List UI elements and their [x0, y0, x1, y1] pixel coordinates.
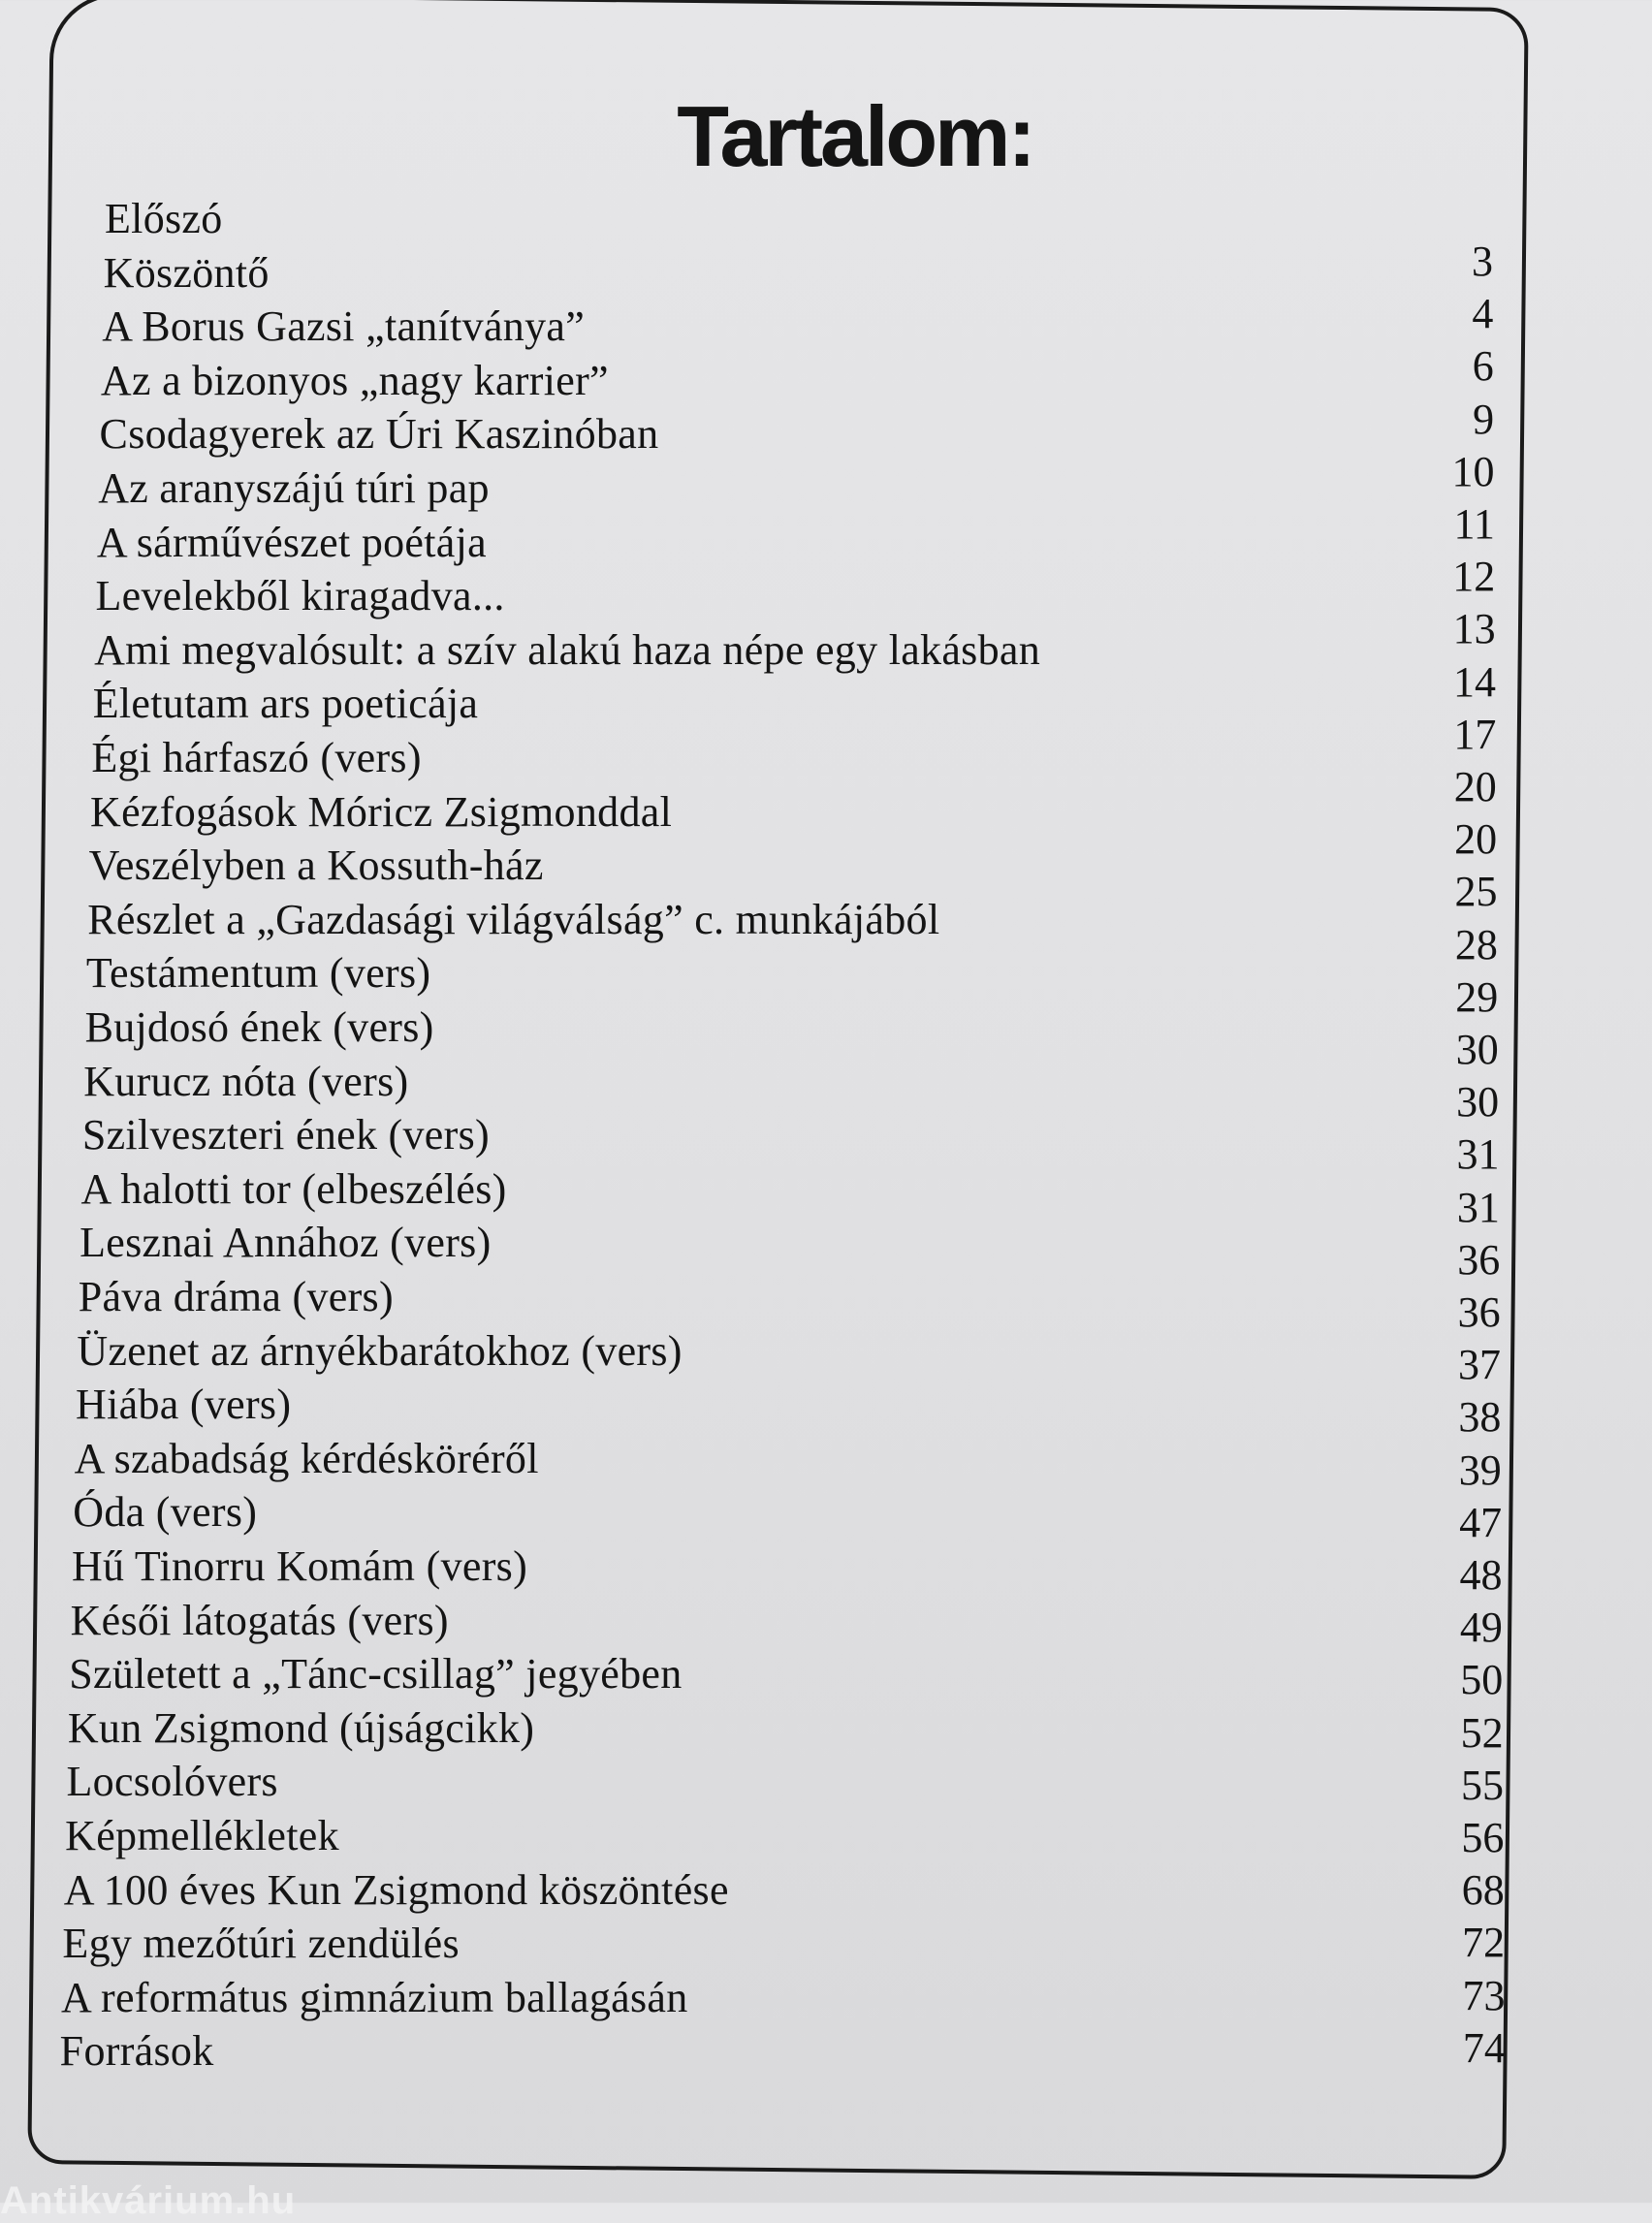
toc-entry-title: A halotti tor (elbeszélés) — [80, 1164, 507, 1213]
toc-page-number: 31 — [1456, 1183, 1500, 1231]
toc-entry-title: Veszélyben a Kossuth-ház — [88, 842, 544, 890]
toc-page-number: 50 — [1460, 1656, 1504, 1704]
toc-entry-title: A szabadság kérdésköréről — [74, 1434, 539, 1482]
toc-entry-title: Az aranyszájú túri pap — [98, 464, 490, 512]
toc-entry-title: Életutam ars poeticája — [92, 680, 479, 728]
toc-entry-title: Égi hárfaszó (vers) — [91, 734, 422, 781]
toc-entry-title: Előszó — [105, 195, 223, 242]
toc-page-number: 74 — [1462, 2023, 1506, 2072]
toc-page-number: 39 — [1458, 1445, 1502, 1494]
toc-page-number: 12 — [1452, 553, 1496, 601]
toc-page-number: 6 — [1472, 342, 1494, 391]
toc-page-number: 9 — [1473, 395, 1495, 443]
toc-entry-title: A 100 éves Kun Zsigmond köszöntése — [63, 1865, 729, 1914]
toc-entry-title: Képmellékletek — [65, 1812, 339, 1859]
toc-page-number: 37 — [1457, 1341, 1501, 1389]
toc-page-number: 30 — [1455, 1026, 1499, 1073]
toc-page-number: 29 — [1455, 972, 1499, 1021]
toc-entry-title: Levelekből kiragadva... — [95, 572, 505, 620]
page-title: Tartalom: — [677, 88, 1033, 184]
toc-entry-title: Testámentum (vers) — [85, 949, 431, 998]
toc-page-number: 28 — [1454, 920, 1498, 969]
toc-page-number: 55 — [1461, 1761, 1504, 1809]
toc-entry-title: Hű Tinorru Komám (vers) — [71, 1542, 528, 1590]
toc-page-number: 13 — [1452, 605, 1496, 653]
toc-page-number: 31 — [1456, 1130, 1500, 1179]
toc-page-number: 47 — [1459, 1498, 1503, 1546]
toc-entry-title: Kurucz nóta (vers) — [83, 1057, 409, 1105]
toc-entry-title: Kun Zsigmond (újságcikk) — [67, 1703, 535, 1752]
toc-page-number: 72 — [1462, 1919, 1506, 1967]
toc-page-number: 4 — [1472, 290, 1494, 338]
toc-entry-title: Késői látogatás (vers) — [70, 1596, 449, 1644]
toc-entry-title: Források — [59, 2027, 214, 2076]
toc-page-number: 14 — [1453, 657, 1497, 706]
toc-page-number: 3 — [1472, 238, 1493, 285]
toc-entry-title: Csodagyerek az Úri Kaszinóban — [99, 410, 659, 459]
toc-page-number: 10 — [1451, 447, 1495, 495]
toc-page-number: 25 — [1454, 868, 1498, 916]
toc-entry-title: Üzenet az árnyékbarátokhoz (vers) — [77, 1326, 683, 1375]
toc-entry-title: Páva dráma (vers) — [78, 1273, 394, 1320]
toc-entry-title: Köszöntő — [103, 248, 270, 297]
toc-page-number: 52 — [1460, 1708, 1504, 1757]
toc-entry-title: Az a bizonyos „nagy karrier” — [100, 356, 609, 404]
toc-page-number: 11 — [1453, 500, 1495, 548]
toc-page-number: 38 — [1458, 1393, 1502, 1442]
toc-entry-title: Lesznai Annához (vers) — [79, 1219, 492, 1267]
toc-entry-title: Óda (vers) — [73, 1488, 258, 1537]
toc-page-number: 17 — [1453, 710, 1497, 758]
toc-entry-title: Egy mezőtúri zendülés — [62, 1920, 460, 1968]
toc-page-number: 73 — [1462, 1971, 1506, 2019]
toc-entry-title: A Borus Gazsi „tanítványa” — [102, 302, 586, 351]
toc-page-number: 20 — [1453, 763, 1497, 810]
toc-entry-title: Részlet a „Gazdasági világválság” c. munkájából — [87, 895, 940, 943]
toc-page-number: 68 — [1461, 1866, 1505, 1915]
toc-entry-title: A református gimnázium ballagásán — [61, 1973, 688, 2021]
toc-entry-title: Született a „Tánc-csillag” jegyében — [69, 1650, 683, 1699]
toc-page-number: 30 — [1456, 1078, 1500, 1127]
toc-page-number: 20 — [1454, 815, 1498, 864]
toc-entry-title: Kézfogások Móricz Zsigmonddal — [90, 787, 673, 836]
watermark: Antikvárium.hu — [0, 2179, 297, 2222]
toc-entry-title: Locsolóvers — [66, 1758, 278, 1806]
toc-entry-title: Szilveszteri ének (vers) — [81, 1111, 490, 1159]
toc-page-number: 36 — [1457, 1235, 1501, 1284]
toc-entry-title: Bujdosó ének (vers) — [84, 1003, 434, 1051]
toc-entry-title: Hiába (vers) — [76, 1381, 292, 1429]
toc-page-number: 56 — [1461, 1814, 1505, 1861]
toc-entry-title: Ami megvalósult: a szív alakú haza népe egy lakásban — [94, 625, 1041, 674]
toc-page-number: 48 — [1459, 1551, 1503, 1599]
toc-page-number: 36 — [1457, 1288, 1501, 1336]
toc-page-number: 49 — [1459, 1604, 1503, 1652]
toc-entry-title: A sárművészet poétája — [96, 518, 487, 566]
